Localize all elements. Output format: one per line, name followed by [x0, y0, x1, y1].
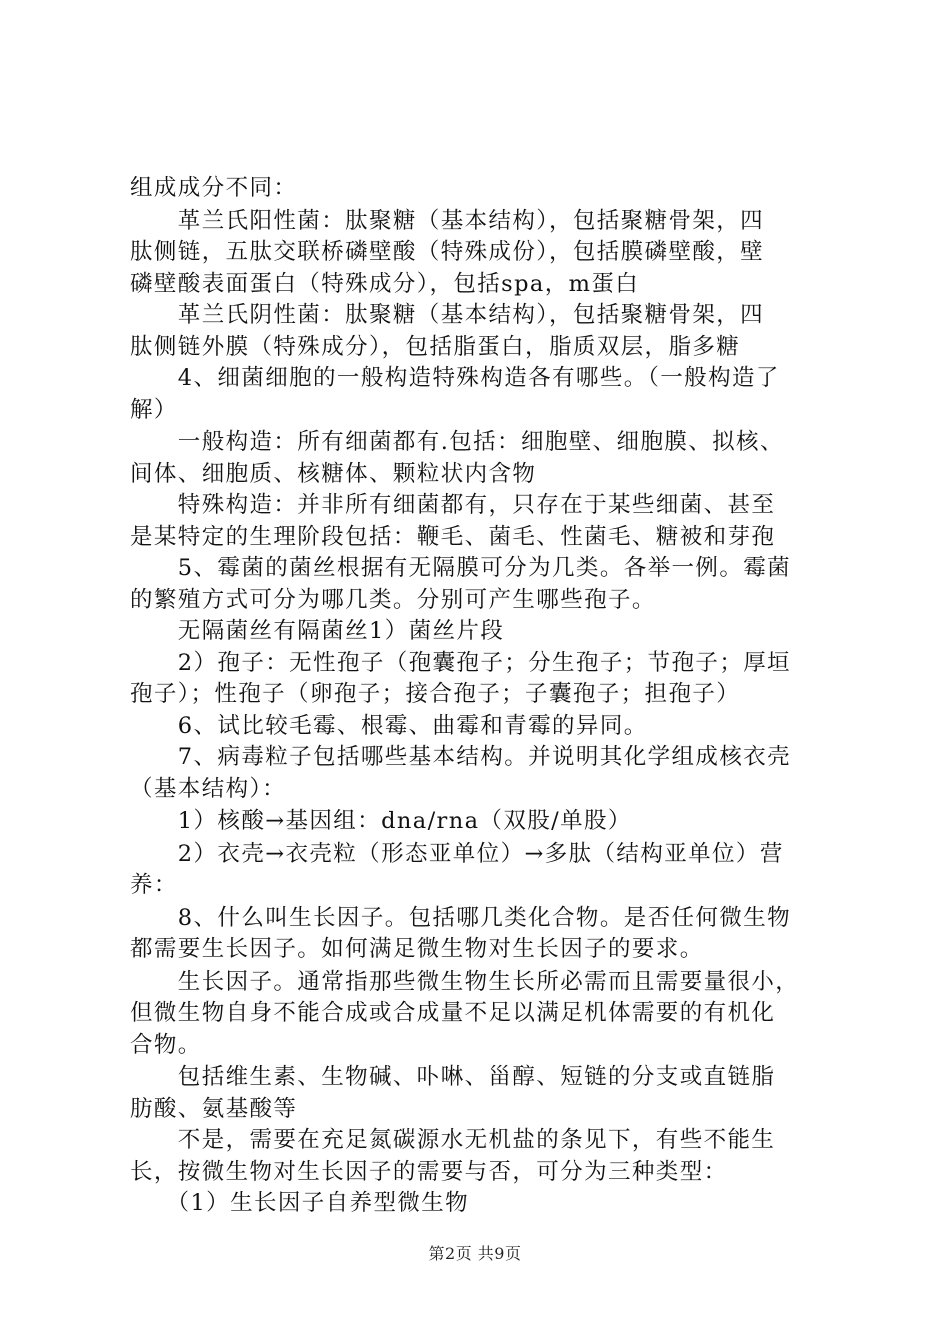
text-line: 无隔菌丝有隔菌丝1）菌丝片段	[130, 618, 505, 644]
text-line: 磷壁酸表面蛋白（特殊成分），包括spa，m蛋白	[130, 270, 640, 297]
text-line: 是某特定的生理阶段包括：鞭毛、菌毛、性菌毛、糖被和芽孢	[130, 523, 776, 550]
text-line: 肪酸、氨基酸等	[130, 1095, 298, 1122]
text-line: 革兰氏阳性菌：肽聚糖（基本结构），包括聚糖骨架，四	[130, 207, 765, 234]
text-line: （1）生长因子自养型微生物	[130, 1190, 470, 1216]
text-line: 肽侧链，五肽交联桥磷壁酸（特殊成份），包括膜磷壁酸，壁	[130, 239, 765, 265]
text-line: 合物。	[130, 1031, 202, 1058]
text-line: 一般构造：所有细菌都有.包括：细胞壁、细胞膜、拟核、	[130, 429, 784, 455]
document-body	[130, 173, 835, 1220]
text-line: 4、细菌细胞的一般构造特殊构造各有哪些。（一般构造了	[130, 365, 780, 391]
text-line: 包括维生素、生物碱、卟啉、甾醇、短链的分支或直链脂	[130, 1064, 776, 1090]
text-line: 间体、细胞质、核糖体、颗粒状内含物	[130, 460, 537, 487]
page-number-footer: 第2页 共9页	[428, 1244, 522, 1263]
text-line: 孢子）；性孢子（卵孢子；接合孢子；子囊孢子；担孢子）	[130, 681, 741, 707]
text-line: 6、试比较毛霉、根霉、曲霉和青霉的异同。	[130, 712, 648, 739]
text-line: 5、霉菌的菌丝根据有无隔膜可分为几类。各举一例。霉菌	[130, 555, 792, 581]
text-line: 特殊构造：并非所有细菌都有，只存在于某些细菌、甚至	[130, 492, 776, 518]
text-line: 但微生物自身不能合成或合成量不足以满足机体需要的有机化	[130, 1000, 776, 1026]
text-line: 组成成分不同：	[130, 175, 298, 201]
text-line: 不是，需要在充足氮碳源水无机盐的条见下，有些不能生	[130, 1127, 776, 1153]
text-line: 8、什么叫生长因子。包括哪几类化合物。是否任何微生物	[130, 904, 792, 931]
text-line: 1）核酸→基因组：dna/rna（双股/单股）	[130, 808, 632, 834]
text-line: 2）衣壳→衣壳粒（形态亚单位）→多肽（结构亚单位）营	[130, 840, 784, 867]
text-line: 解）	[130, 396, 178, 423]
text-line: 都需要生长因子。如何满足微生物对生长因子的要求。	[130, 936, 704, 962]
text-line: 的繁殖方式可分为哪几类。分别可产生哪些孢子。	[130, 586, 656, 613]
text-line: 生长因子。通常指那些微生物生长所必需而且需要量很小，	[130, 968, 800, 995]
text-line: （基本结构）：	[130, 775, 287, 802]
text-line: 肽侧链外膜（特殊成分），包括脂蛋白，脂质双层，脂多糖	[130, 333, 741, 360]
text-line: 长，按微生物对生长因子的需要与否，可分为三种类型：	[130, 1158, 728, 1185]
text-line: 7、病毒粒子包括哪些基本结构。并说明其化学组成核衣壳	[130, 744, 792, 770]
text-line: 革兰氏阴性菌：肽聚糖（基本结构），包括聚糖骨架，四	[130, 302, 765, 328]
text-line: 2）孢子：无性孢子（孢囊孢子；分生孢子；节孢子；厚垣	[130, 649, 792, 676]
text-line: 养：	[130, 872, 178, 898]
